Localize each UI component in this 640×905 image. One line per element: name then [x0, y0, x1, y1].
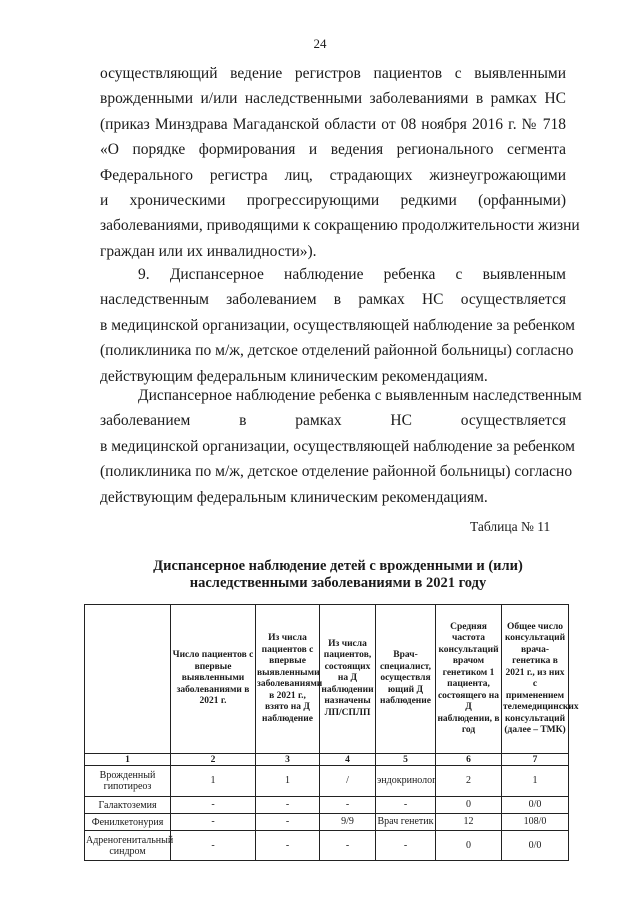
- paragraph-item-9: [100, 262, 575, 389]
- table-cell: 12: [436, 814, 502, 831]
- paragraph-dispensary-observation: [100, 383, 582, 510]
- table-cell: 1: [502, 766, 569, 797]
- text-line: врожденными и/или наследственными заболеваниями в рамках НС: [100, 90, 566, 108]
- header-taken-under-observation: Из числа пациентов с впервые выявленными заболеваниями в 2021 г., взято на Д наблюдение: [256, 605, 320, 754]
- table-cell: -: [320, 831, 376, 861]
- text-line: граждан или их инвалидности»).: [100, 242, 317, 260]
- column-number: 2: [171, 754, 256, 766]
- table-cell: -: [171, 797, 256, 814]
- text-line: действующим федеральным клиническим рекомендациям.: [100, 488, 488, 506]
- text-line: (поликлиника по м/ж, детское отделение районной больницы) согласно: [100, 463, 573, 481]
- table-cell: Врач генетик: [376, 814, 436, 831]
- header-disease: [85, 605, 171, 754]
- table-cell: 0: [436, 831, 502, 861]
- table-cell: Врожденный гипотиреоз: [85, 766, 171, 797]
- table-label: Таблица № 11: [470, 519, 551, 534]
- table-cell: Фенилкетонурия: [85, 814, 171, 831]
- table-title-line: Диспансерное наблюдение детей с врожденными и (или): [153, 558, 523, 574]
- table-cell: -: [320, 797, 376, 814]
- paragraph-registry-order: [100, 61, 580, 264]
- table-header-row: [85, 605, 569, 754]
- table-cell: /: [320, 766, 376, 797]
- table-cell: -: [256, 831, 320, 861]
- table-title: [128, 558, 548, 592]
- page-number: 24: [313, 36, 327, 51]
- table-row: [85, 814, 569, 831]
- column-number: 7: [502, 754, 569, 766]
- table-cell: Адреногенитальный синдром: [85, 831, 171, 861]
- header-new-patients: Число пациентов с впервые выявленными заболеваниями в 2021 г.: [171, 605, 256, 754]
- table-cell: 0/0: [502, 797, 569, 814]
- text-line: заболеванием в рамках НС осуществляется: [100, 412, 566, 430]
- header-specialist: Врач-специалист, осуществля ющий Д наблюдение: [376, 605, 436, 754]
- text-line: Федерального регистра лиц, страдающих жизнеугрожающими: [100, 166, 566, 184]
- column-number: 6: [436, 754, 502, 766]
- text-line: заболеваниями, приводящими к сокращению продолжительности жизни: [100, 217, 580, 235]
- text-line: (приказ Минздрава Магаданской области от 08 ноября 2016 г. № 718: [100, 115, 566, 133]
- table-cell: -: [376, 797, 436, 814]
- column-number: 3: [256, 754, 320, 766]
- table-cell: 2: [436, 766, 502, 797]
- table-cell: 108/0: [502, 814, 569, 831]
- text-line: Диспансерное наблюдение ребенка с выявленным наследственным: [138, 387, 582, 404]
- table-cell: -: [171, 814, 256, 831]
- text-line: «О порядке формирования и ведения регионального сегмента: [100, 141, 566, 159]
- table-cell: 9/9: [320, 814, 376, 831]
- column-number: 1: [85, 754, 171, 766]
- header-prescribed-drugs: Из числа пациентов, состоящих на Д наблюдении назначены ЛП/СПЛП: [320, 605, 376, 754]
- header-consultation-frequency: Средняя частота консультаций врачом генетиком 1 пациента, состоящего на Д наблюдении, в год: [436, 605, 502, 754]
- dispensary-table: [84, 604, 579, 861]
- table-title-line: наследственными заболеваниями в 2021 году: [189, 575, 487, 591]
- column-number: 5: [376, 754, 436, 766]
- table-cell: Галактоземия: [85, 797, 171, 814]
- column-number-row: [85, 754, 569, 766]
- table-row: [85, 766, 569, 797]
- table-row: [85, 831, 569, 861]
- table-cell: эндокринолог: [376, 766, 436, 797]
- text-line: осуществляющий ведение регистров пациентов с выявленными: [100, 65, 566, 82]
- table-cell: 0: [436, 797, 502, 814]
- table-row: [85, 797, 569, 814]
- text-line: 9. Диспансерное наблюдение ребенка с выявленным: [138, 266, 566, 283]
- table-cell: 1: [256, 766, 320, 797]
- text-line: действующим федеральным клиническим рекомендациям.: [100, 367, 488, 385]
- table-cell: 0/0: [502, 831, 569, 861]
- header-total-consultations: Общее число консультаций врача-генетика в 2021 г., из них с применением телемедицинских консультаций (далее – ТМК): [502, 605, 569, 754]
- column-number: 4: [320, 754, 376, 766]
- text-line: (поликлиника по м/ж, детское отделений районной больницы) согласно: [100, 342, 574, 360]
- table-cell: -: [171, 831, 256, 861]
- table-cell: 1: [171, 766, 256, 797]
- table-cell: -: [256, 797, 320, 814]
- table-cell: -: [376, 831, 436, 861]
- text-line: в медицинской организации, осуществляющей наблюдение за ребенком: [100, 437, 575, 455]
- text-line: и хроническими прогрессирующими редкими (орфанными): [100, 192, 566, 210]
- text-line: в медицинской организации, осуществляющей наблюдение за ребенком: [100, 316, 575, 334]
- table-cell: -: [256, 814, 320, 831]
- text-line: наследственным заболеванием в рамках НС осуществляется: [100, 291, 566, 309]
